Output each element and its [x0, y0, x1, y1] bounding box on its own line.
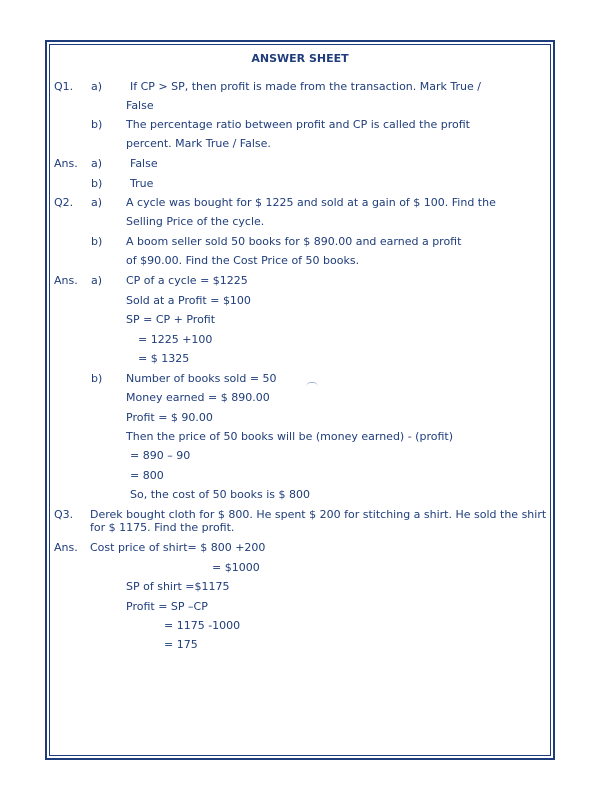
ans3-line: SP of shirt =$1175	[126, 580, 230, 593]
scan-mark	[306, 382, 318, 387]
q1-b-label: b)	[91, 118, 103, 131]
q2-a-text-line1: A cycle was bought for $ 1225 and sold at a gain of $ 100. Find the	[126, 196, 496, 209]
ans2-b-line: Money earned = $ 890.00	[126, 391, 270, 404]
ans2-b-line: So, the cost of 50 books is $ 800	[130, 488, 310, 501]
q2-number: Q2.	[54, 196, 74, 209]
ans2-a-line: = $ 1325	[138, 352, 190, 365]
q3-text: Derek bought cloth for $ 800. He spent $ 200 for stitching a shirt. He sold the shirt for $ 1175. Find the profit.	[90, 508, 547, 534]
ans2-b-line: Then the price of 50 books will be (money earned) - (profit)	[126, 430, 454, 443]
q1-b-text-line2: percent. Mark True / False.	[126, 137, 271, 150]
ans3-line: = $1000	[212, 561, 260, 574]
ans2-a-label: a)	[91, 274, 103, 287]
q1-number: Q1.	[54, 80, 74, 93]
sheet-title: ANSWER SHEET	[251, 52, 349, 65]
ans2-a-line: Sold at a Profit = $100	[126, 294, 251, 307]
q2-a-label: a)	[91, 196, 103, 209]
ans1-b-text: True	[130, 177, 154, 190]
q1-a-text-line2: False	[126, 99, 154, 112]
ans3-line: = 175	[164, 638, 198, 651]
q2-b-text-line2: of $90.00. Find the Cost Price of 50 books.	[126, 254, 360, 267]
ans3-label: Ans.	[54, 541, 78, 554]
ans3-line: Profit = SP –CP	[126, 600, 208, 613]
q3-number: Q3.	[54, 508, 74, 521]
q2-a-text-line2: Selling Price of the cycle.	[126, 215, 265, 228]
ans2-b-line: Profit = $ 90.00	[126, 411, 213, 424]
ans2-a-line: SP = CP + Profit	[126, 313, 216, 326]
ans2-label: Ans.	[54, 274, 78, 287]
ans2-b-line: = 800	[130, 469, 164, 482]
ans3-line: Cost price of shirt= $ 800 +200	[90, 541, 266, 554]
ans1-label: Ans.	[54, 157, 78, 170]
ans2-b-label: b)	[91, 372, 103, 385]
ans1-a-text: False	[130, 157, 158, 170]
ans2-a-line: = 1225 +100	[138, 333, 213, 346]
ans2-b-line: Number of books sold = 50	[126, 372, 277, 385]
ans2-a-line: CP of a cycle = $1225	[126, 274, 248, 287]
ans2-b-line: = 890 – 90	[130, 449, 191, 462]
ans1-b-label: b)	[91, 177, 103, 190]
q2-b-label: b)	[91, 235, 103, 248]
q1-a-label: a)	[91, 80, 103, 93]
ans3-line: = 1175 -1000	[164, 619, 241, 632]
q2-b-text-line1: A boom seller sold 50 books for $ 890.00 and earned a profit	[126, 235, 462, 248]
page-border-inner	[49, 44, 551, 756]
q1-a-text-line1: If CP > SP, then profit is made from the transaction. Mark True /	[130, 80, 481, 93]
ans1-a-label: a)	[91, 157, 103, 170]
q1-b-text-line1: The percentage ratio between profit and CP is called the profit	[126, 118, 470, 131]
